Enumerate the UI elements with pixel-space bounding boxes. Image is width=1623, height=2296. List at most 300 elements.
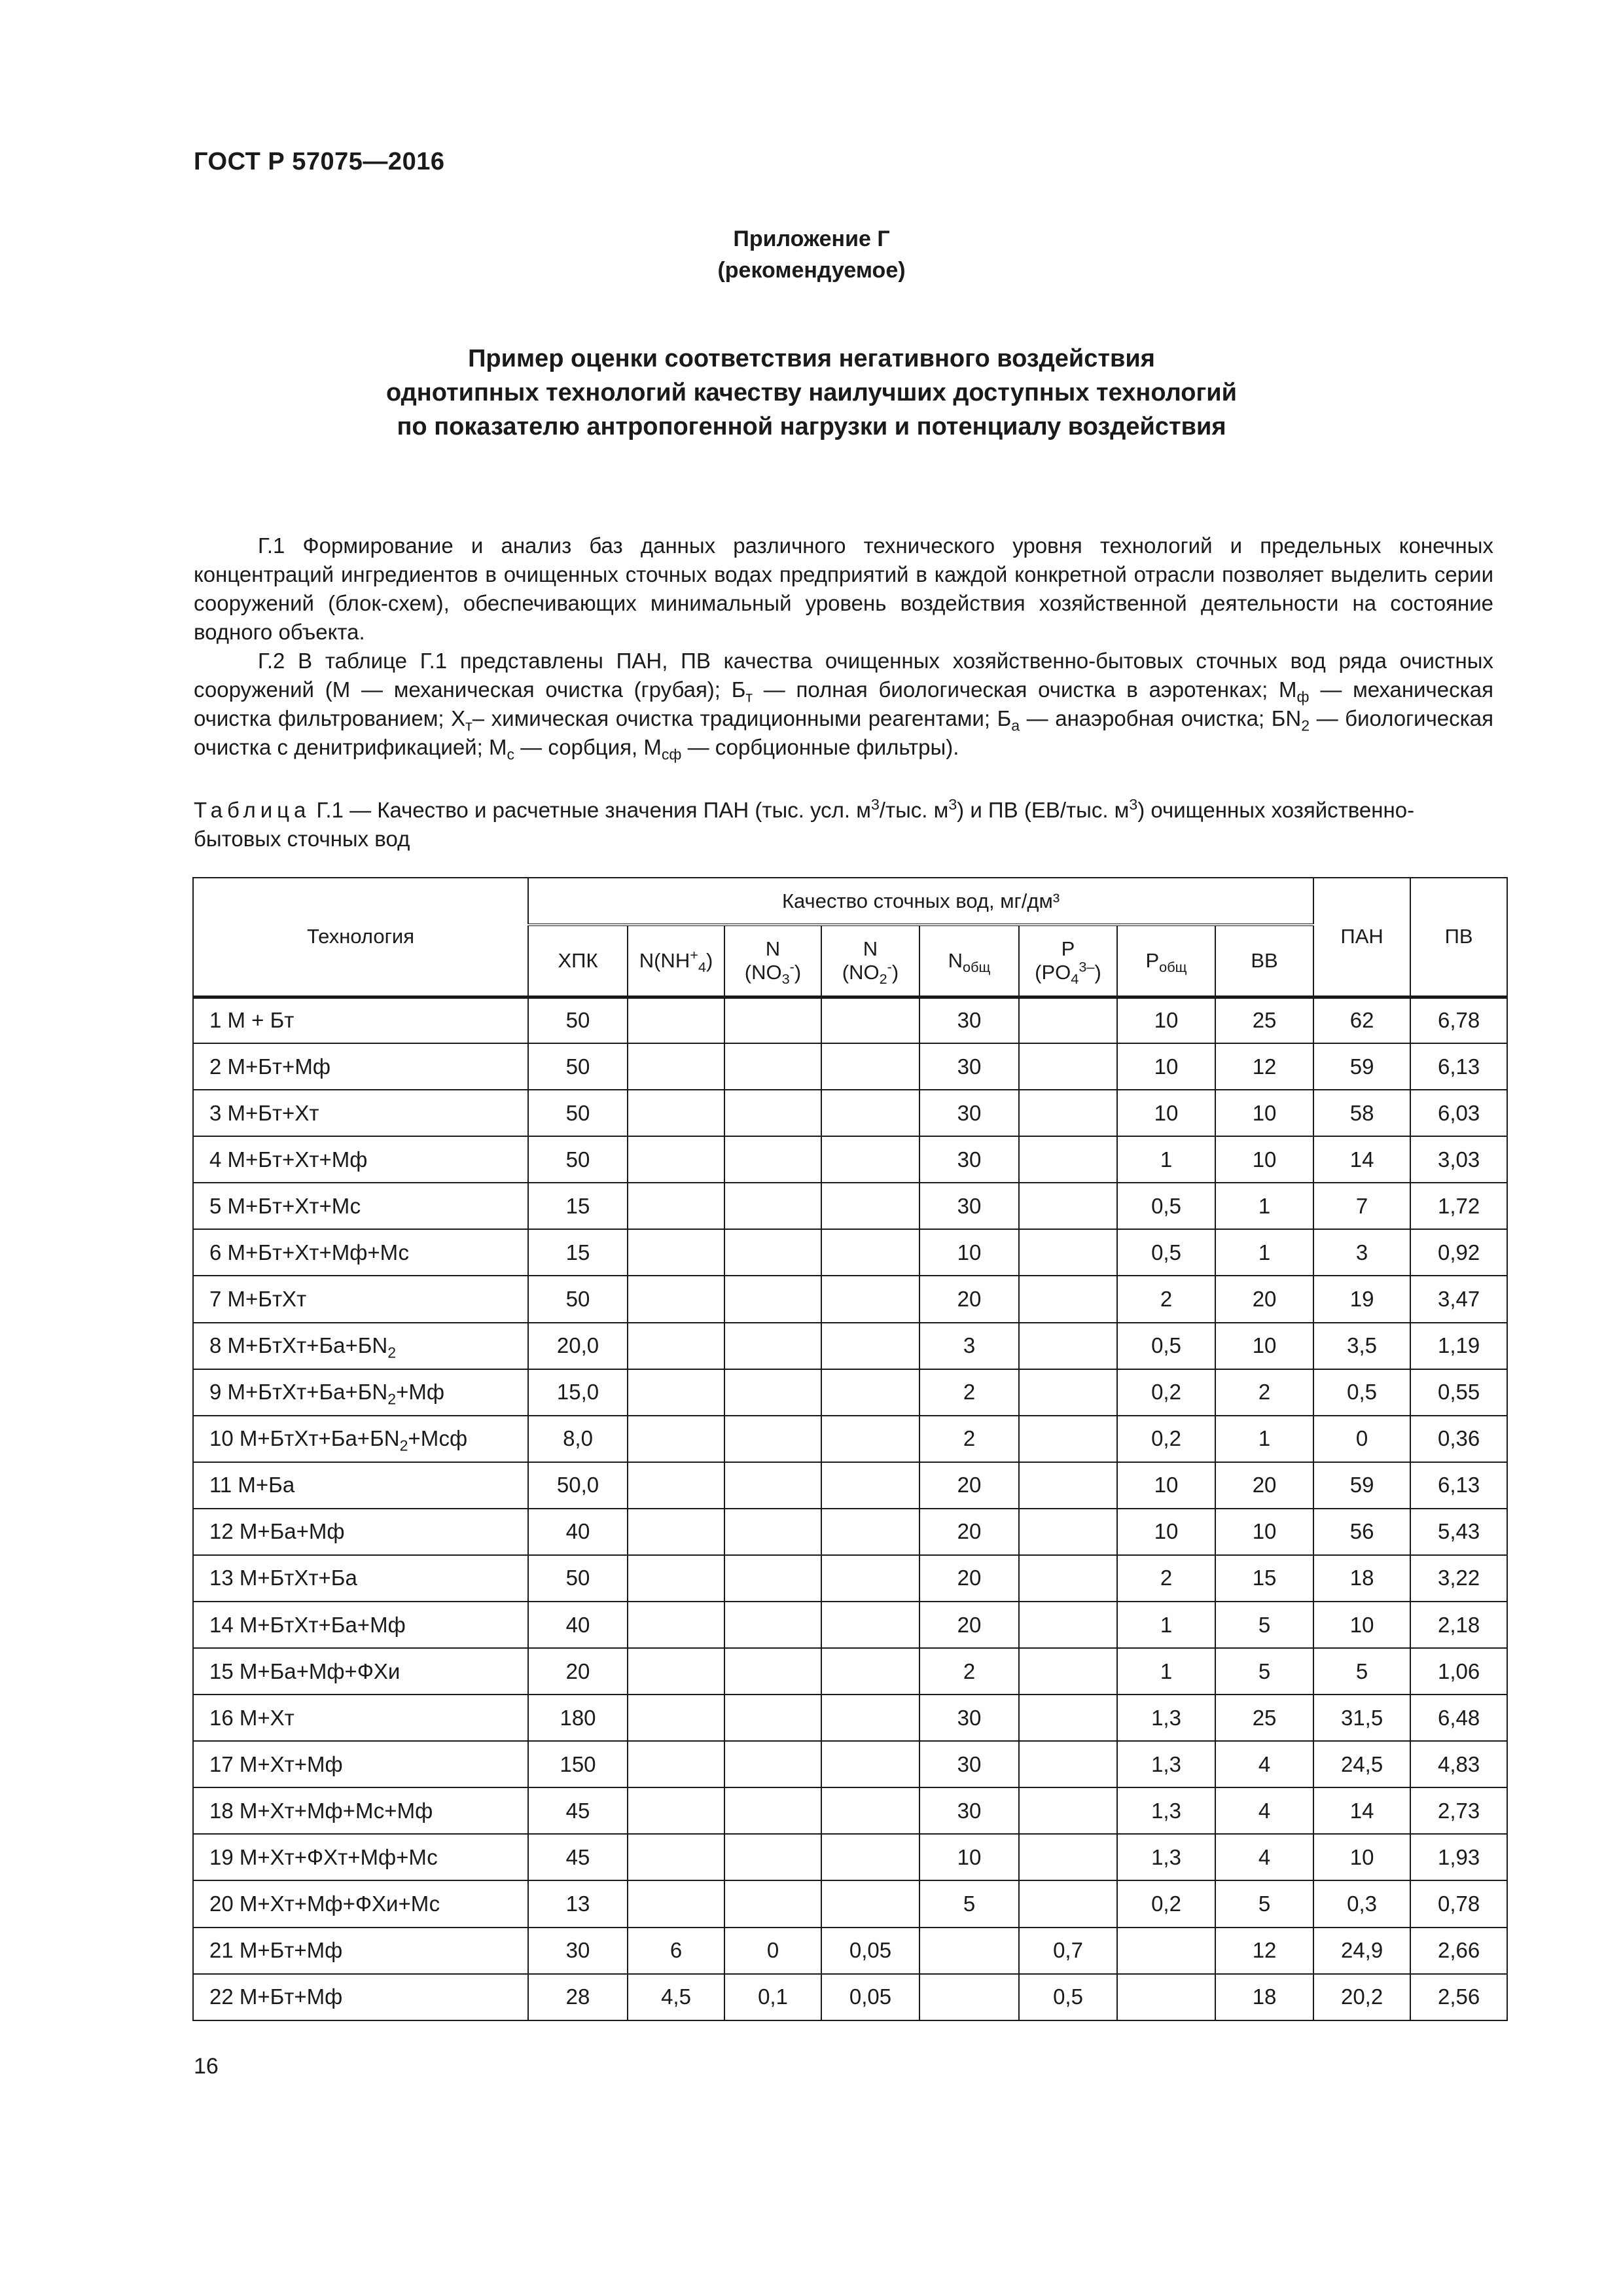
technology-name: 18 М+Хт+Мф+Мс+Мф [209, 1798, 433, 1823]
cell-no3 [724, 1229, 821, 1276]
cell-technology [193, 1509, 528, 1555]
paragraph-g2-text: — сорбция, М [514, 735, 662, 759]
cell-po4 [1019, 1183, 1117, 1229]
cell-pv: 1,93 [1410, 1834, 1507, 1880]
paragraph-g1-text: Г.1 Формирование и анализ баз данных различного технического уровня технологий и предельных конечных концентраций ингредиентов в очищенных сточных водах предприятий в каждой конкретной отрасли позволяет выделить серии сооружений (блок-схем), обеспечивающих минимальный уровень воздействия хозяйственной деятельности на состояние водного объекта. [194, 533, 1493, 644]
cell-nh4 [628, 1136, 724, 1183]
cell-ntot [919, 1974, 1019, 2020]
cell-ptot: 1,3 [1117, 1834, 1215, 1880]
cell-po4 [1019, 1834, 1117, 1880]
technology-name: 13 М+БтХт+Ба [209, 1566, 357, 1590]
technology-name: 1 М + Бт [209, 1008, 294, 1033]
cell-ntot: 30 [919, 997, 1019, 1043]
cell-nh4 [628, 1462, 724, 1509]
cell-no2 [821, 1323, 919, 1369]
cell-pan: 19 [1313, 1276, 1410, 1322]
cell-no2 [821, 1276, 919, 1322]
cell-pan: 0,3 [1313, 1880, 1410, 1927]
cell-po4 [1019, 1602, 1117, 1648]
cell-pan: 0,5 [1313, 1369, 1410, 1416]
cell-ptot: 0,2 [1117, 1416, 1215, 1462]
paragraph-g2-text: — полная биологическая очистка в аэротенках; М [752, 677, 1297, 702]
cell-no3 [724, 1602, 821, 1648]
cell-ntot: 20 [919, 1602, 1019, 1648]
technology-name: 10 М+БтХт+Ба+БN [209, 1426, 400, 1451]
cell-pan: 58 [1313, 1090, 1410, 1136]
cell-ntot: 2 [919, 1369, 1019, 1416]
cell-no3 [724, 1787, 821, 1834]
cell-technology [193, 1043, 528, 1090]
cell-no3 [724, 997, 821, 1043]
cell-pv: 1,19 [1410, 1323, 1507, 1369]
technology-name: 22 М+Бт+Мф [209, 1984, 343, 2009]
cell-po4 [1019, 1787, 1117, 1834]
cell-vv: 20 [1215, 1462, 1313, 1509]
cell-ntot: 10 [919, 1834, 1019, 1880]
technology-name: 2 М+Бт+Мф [209, 1054, 330, 1079]
cell-pv: 3,22 [1410, 1555, 1507, 1602]
cell-hpk: 50 [528, 1090, 628, 1136]
subscript: т [465, 717, 473, 734]
cell-hpk: 50 [528, 997, 628, 1043]
cell-technology [193, 1928, 528, 1974]
cell-ntot: 30 [919, 1695, 1019, 1741]
header-hpk: ХПК [528, 925, 628, 997]
cell-nh4 [628, 1043, 724, 1090]
technology-name: 7 М+БтХт [209, 1287, 307, 1311]
cell-no3 [724, 1880, 821, 1927]
technology-name: 11 М+Ба [209, 1473, 295, 1498]
cell-pv: 5,43 [1410, 1509, 1507, 1555]
cell-pan: 10 [1313, 1834, 1410, 1880]
cell-hpk: 45 [528, 1834, 628, 1880]
cell-technology [193, 1369, 528, 1416]
cell-hpk: 28 [528, 1974, 628, 2020]
cell-pan: 31,5 [1313, 1695, 1410, 1741]
cell-po4 [1019, 1509, 1117, 1555]
cell-nh4 [628, 997, 724, 1043]
cell-no2 [821, 1602, 919, 1648]
table-row [193, 1555, 1507, 1602]
cell-ntot: 30 [919, 1183, 1019, 1229]
cell-vv: 10 [1215, 1090, 1313, 1136]
cell-nh4: 4,5 [628, 1974, 724, 2020]
cell-po4 [1019, 1276, 1117, 1322]
table-row [193, 1369, 1507, 1416]
cell-nh4 [628, 1880, 724, 1927]
cell-po4 [1019, 997, 1117, 1043]
technology-name: 19 М+Хт+ФХт+Мф+Мс [209, 1844, 438, 1869]
subscript: с [507, 745, 514, 763]
cell-hpk: 150 [528, 1741, 628, 1787]
cell-vv: 12 [1215, 1043, 1313, 1090]
header-vv: ВВ [1215, 925, 1313, 997]
cell-no2 [821, 1834, 919, 1880]
cell-vv: 10 [1215, 1323, 1313, 1369]
cell-hpk: 50 [528, 1136, 628, 1183]
header-ptot [1117, 925, 1215, 997]
table-row [193, 1741, 1507, 1787]
cell-pv: 2,73 [1410, 1787, 1507, 1834]
cell-vv: 1 [1215, 1183, 1313, 1229]
cell-nh4 [628, 1509, 724, 1555]
cell-no2 [821, 1462, 919, 1509]
cell-hpk: 15,0 [528, 1369, 628, 1416]
quality-table [192, 877, 1508, 2021]
cell-ntot: 2 [919, 1416, 1019, 1462]
cell-pv: 0,92 [1410, 1229, 1507, 1276]
cell-ptot: 2 [1117, 1555, 1215, 1602]
superscript: 3 [1129, 796, 1138, 813]
cell-pan: 56 [1313, 1509, 1410, 1555]
cell-po4 [1019, 1136, 1117, 1183]
header-part: N [948, 948, 963, 972]
technology-name: 12 М+Ба+Мф [209, 1519, 345, 1544]
cell-technology [193, 1136, 528, 1183]
table-caption-text: /тыс. м [879, 798, 949, 822]
cell-technology [193, 1183, 528, 1229]
cell-hpk: 13 [528, 1880, 628, 1927]
cell-po4 [1019, 1695, 1117, 1741]
cell-ntot: 20 [919, 1509, 1019, 1555]
cell-ptot: 1,3 [1117, 1695, 1215, 1741]
cell-no2 [821, 1695, 919, 1741]
cell-pan: 24,9 [1313, 1928, 1410, 1974]
ion-index [690, 946, 706, 975]
subscript: 2 [387, 1390, 397, 1408]
cell-hpk: 40 [528, 1602, 628, 1648]
cell-ptot [1117, 1974, 1215, 2020]
cell-vv: 25 [1215, 1695, 1313, 1741]
subscript: 2 [879, 970, 887, 987]
subscript: а [1011, 717, 1020, 734]
cell-po4 [1019, 1648, 1117, 1695]
cell-pan: 7 [1313, 1183, 1410, 1229]
technology-name: 9 М+БтХт+Ба+БN [209, 1380, 388, 1405]
cell-pan: 59 [1313, 1462, 1410, 1509]
technology-name: 17 М+Хт+Мф [209, 1751, 343, 1776]
table-row [193, 1462, 1507, 1509]
cell-hpk: 15 [528, 1229, 628, 1276]
cell-no2 [821, 1648, 919, 1695]
cell-no3 [724, 1416, 821, 1462]
cell-pv: 6,48 [1410, 1695, 1507, 1741]
cell-pan: 18 [1313, 1555, 1410, 1602]
cell-hpk: 40 [528, 1509, 628, 1555]
cell-pv: 0,55 [1410, 1369, 1507, 1416]
cell-ntot: 30 [919, 1043, 1019, 1090]
cell-no2 [821, 1229, 919, 1276]
cell-ptot: 2 [1117, 1276, 1215, 1322]
technology-name: 16 М+Хт [209, 1705, 294, 1730]
cell-no2: 0,05 [821, 1974, 919, 2020]
header-part: ) [891, 960, 899, 984]
cell-po4 [1019, 1741, 1117, 1787]
cell-technology [193, 1229, 528, 1276]
cell-vv: 1 [1215, 1416, 1313, 1462]
table-row [193, 1323, 1507, 1369]
cell-hpk: 180 [528, 1695, 628, 1741]
cell-hpk: 20 [528, 1648, 628, 1695]
cell-pv: 2,56 [1410, 1974, 1507, 2020]
cell-no2 [821, 1787, 919, 1834]
header-ntot [919, 925, 1019, 997]
cell-ptot: 10 [1117, 1509, 1215, 1555]
cell-po4 [1019, 1416, 1117, 1462]
cell-no2 [821, 1509, 919, 1555]
cell-no2 [821, 1090, 919, 1136]
header-part: (NO [842, 960, 880, 984]
cell-ptot: 0,2 [1117, 1369, 1215, 1416]
cell-pan: 62 [1313, 997, 1410, 1043]
cell-pan: 3,5 [1313, 1323, 1410, 1369]
header-nh4 [628, 925, 724, 997]
cell-ntot: 3 [919, 1323, 1019, 1369]
cell-vv: 5 [1215, 1880, 1313, 1927]
table-row [193, 1416, 1507, 1462]
superscript: - [789, 958, 794, 975]
cell-technology [193, 1462, 528, 1509]
cell-technology [193, 1090, 528, 1136]
header-part: N [765, 937, 781, 960]
cell-no2 [821, 1043, 919, 1090]
header-part: ) [705, 948, 713, 972]
cell-ntot: 30 [919, 1787, 1019, 1834]
cell-pan: 5 [1313, 1648, 1410, 1695]
cell-no3 [724, 1741, 821, 1787]
cell-nh4 [628, 1229, 724, 1276]
cell-po4 [1019, 1462, 1117, 1509]
cell-po4 [1019, 1323, 1117, 1369]
cell-nh4 [628, 1834, 724, 1880]
cell-nh4: 6 [628, 1928, 724, 1974]
cell-technology [193, 1276, 528, 1322]
cell-po4: 0,5 [1019, 1974, 1117, 2020]
header-no2 [821, 925, 919, 997]
cell-no2 [821, 1136, 919, 1183]
header-formula [725, 958, 821, 987]
cell-nh4 [628, 1276, 724, 1322]
table-row [193, 1787, 1507, 1834]
cell-hpk: 15 [528, 1183, 628, 1229]
cell-ptot: 10 [1117, 997, 1215, 1043]
cell-technology [193, 1416, 528, 1462]
cell-pv: 2,18 [1410, 1602, 1507, 1648]
header-pan: ПАН [1313, 878, 1410, 997]
table-row [193, 1695, 1507, 1741]
cell-ntot: 5 [919, 1880, 1019, 1927]
cell-vv: 1 [1215, 1229, 1313, 1276]
cell-no3 [724, 1648, 821, 1695]
superscript: - [887, 958, 892, 975]
annex-heading [262, 342, 1361, 444]
cell-no3 [724, 1323, 821, 1369]
cell-hpk: 50 [528, 1276, 628, 1322]
cell-ntot: 20 [919, 1276, 1019, 1322]
subscript: 3 [781, 970, 790, 987]
cell-vv: 5 [1215, 1648, 1313, 1695]
cell-ptot: 10 [1117, 1043, 1215, 1090]
cell-nh4 [628, 1787, 724, 1834]
header-part: (PO [1035, 960, 1071, 984]
cell-po4 [1019, 1043, 1117, 1090]
technology-name: 3 М+Бт+Хт [209, 1100, 319, 1125]
table-row [193, 1183, 1507, 1229]
cell-ntot: 2 [919, 1648, 1019, 1695]
cell-technology [193, 1695, 528, 1741]
cell-no2 [821, 997, 919, 1043]
cell-vv: 4 [1215, 1741, 1313, 1787]
cell-hpk: 50,0 [528, 1462, 628, 1509]
cell-technology [193, 1880, 528, 1927]
cell-technology [193, 1555, 528, 1602]
cell-ntot: 30 [919, 1136, 1019, 1183]
cell-pv: 3,47 [1410, 1276, 1507, 1322]
paragraph-g2-text: — сорбционные фильтры). [681, 735, 959, 759]
cell-pv: 6,13 [1410, 1462, 1507, 1509]
cell-ntot: 20 [919, 1555, 1019, 1602]
cell-vv: 20 [1215, 1276, 1313, 1322]
subscript: общ [963, 958, 991, 975]
technology-name: 5 М+Бт+Хт+Мс [209, 1193, 361, 1218]
cell-pan: 0 [1313, 1416, 1410, 1462]
table-row [193, 1276, 1507, 1322]
cell-nh4 [628, 1416, 724, 1462]
header-no3 [724, 925, 821, 997]
cell-technology [193, 1974, 528, 2020]
technology-name-suffix: +Мсф [408, 1426, 468, 1451]
cell-ptot: 10 [1117, 1462, 1215, 1509]
cell-nh4 [628, 1183, 724, 1229]
table-row [193, 1928, 1507, 1974]
superscript: 3– [1079, 958, 1095, 975]
cell-technology [193, 1648, 528, 1695]
paragraph-g2-text: — биологическая очистка с денитрификацией; М [194, 706, 1494, 759]
subscript: ф [1296, 688, 1310, 706]
page-number: 16 [194, 2054, 219, 2079]
cell-nh4 [628, 1695, 724, 1741]
subscript: общ [1159, 958, 1187, 975]
cell-ptot: 10 [1117, 1090, 1215, 1136]
cell-vv: 25 [1215, 997, 1313, 1043]
table-row [193, 1834, 1507, 1880]
cell-no3 [724, 1183, 821, 1229]
header-part: N [863, 937, 878, 960]
table-caption-text: ) и ПВ (ЕВ/тыс. м [957, 798, 1130, 822]
header-po4 [1019, 925, 1117, 997]
subscript: 4 [1071, 970, 1079, 987]
cell-vv: 18 [1215, 1974, 1313, 2020]
cell-nh4 [628, 1323, 724, 1369]
cell-vv: 4 [1215, 1834, 1313, 1880]
table-row [193, 997, 1507, 1043]
header-pv: ПВ [1410, 878, 1507, 997]
technology-name: 6 М+Бт+Хт+Мф+Мс [209, 1240, 409, 1265]
cell-ptot: 1 [1117, 1602, 1215, 1648]
cell-po4 [1019, 1880, 1117, 1927]
cell-vv: 2 [1215, 1369, 1313, 1416]
cell-pv: 1,72 [1410, 1183, 1507, 1229]
table-row [193, 1974, 1507, 2020]
header-part: ) [794, 960, 802, 984]
cell-vv: 4 [1215, 1787, 1313, 1834]
table-row [193, 1090, 1507, 1136]
cell-ntot: 10 [919, 1229, 1019, 1276]
cell-pv: 6,03 [1410, 1090, 1507, 1136]
heading-line-2: однотипных технологий качеству наилучших доступных технологий [385, 379, 1238, 406]
cell-ntot: 30 [919, 1741, 1019, 1787]
cell-pv: 4,83 [1410, 1741, 1507, 1787]
cell-no2 [821, 1880, 919, 1927]
table-caption-label: Таблица [194, 798, 311, 822]
paragraph-g2 [194, 647, 1493, 762]
heading-line-1: Пример оценки соответствия негативного воздействия [468, 345, 1155, 372]
paragraph-g2-text: — механическая очистка фильтрованием; Х [194, 677, 1493, 730]
cell-no2 [821, 1555, 919, 1602]
cell-no3 [724, 1090, 821, 1136]
table-row [193, 1880, 1507, 1927]
cell-no2 [821, 1741, 919, 1787]
annex-title: Приложение Г [733, 226, 890, 251]
cell-no3 [724, 1043, 821, 1090]
table-row [193, 1043, 1507, 1090]
cell-no3 [724, 1369, 821, 1416]
header-part: ) [1094, 960, 1101, 984]
technology-name: 4 М+Бт+Хт+Мф [209, 1147, 368, 1172]
paragraph-g1 [194, 531, 1493, 647]
cell-pan: 14 [1313, 1136, 1410, 1183]
subscript: 2 [387, 1344, 397, 1361]
annex-type: (рекомендуемое) [717, 258, 906, 283]
technology-name: 20 М+Хт+Мф+ФХи+Мс [209, 1892, 440, 1916]
cell-no2: 0,05 [821, 1928, 919, 1974]
cell-pan: 3 [1313, 1229, 1410, 1276]
table-caption-text: ) очищенных хозяйственно-бытовых сточных вод [194, 798, 1415, 851]
cell-pv: 1,06 [1410, 1648, 1507, 1695]
cell-technology [193, 1741, 528, 1787]
cell-po4 [1019, 1090, 1117, 1136]
paragraph-g2-text: Г.2 В таблице Г.1 представлены ПАН, ПВ качества очищенных хозяйственно-бытовых сточных вод ряда очистных сооружений (М — механическая очистка (грубая); Б [194, 649, 1493, 702]
cell-pan: 10 [1313, 1602, 1410, 1648]
header-part: (NO [744, 960, 782, 984]
table-row [193, 1229, 1507, 1276]
cell-vv: 12 [1215, 1928, 1313, 1974]
cell-no3: 0,1 [724, 1974, 821, 2020]
subscript: т [745, 688, 753, 706]
cell-technology [193, 1787, 528, 1834]
paragraph-g2-text: – химическая очистка традиционными реагентами; Б [472, 706, 1012, 730]
table-row [193, 1509, 1507, 1555]
cell-pv: 2,66 [1410, 1928, 1507, 1974]
cell-ptot: 0,2 [1117, 1880, 1215, 1927]
paragraph-g2-text: — анаэробная очистка; БN [1020, 706, 1302, 730]
cell-po4 [1019, 1369, 1117, 1416]
cell-ptot [1117, 1928, 1215, 1974]
cell-pan: 20,2 [1313, 1974, 1410, 2020]
table-body [193, 997, 1507, 2020]
heading-line-3: по показателю антропогенной нагрузки и потенциалу воздействия [397, 413, 1226, 440]
subscript: 4 [698, 958, 706, 975]
cell-nh4 [628, 1741, 724, 1787]
technology-name-suffix: +Мф [396, 1380, 444, 1405]
cell-hpk: 45 [528, 1787, 628, 1834]
cell-no3 [724, 1276, 821, 1322]
cell-ntot [919, 1928, 1019, 1974]
cell-nh4 [628, 1369, 724, 1416]
table-row [193, 1602, 1507, 1648]
cell-ptot: 1,3 [1117, 1787, 1215, 1834]
cell-technology [193, 1602, 528, 1648]
